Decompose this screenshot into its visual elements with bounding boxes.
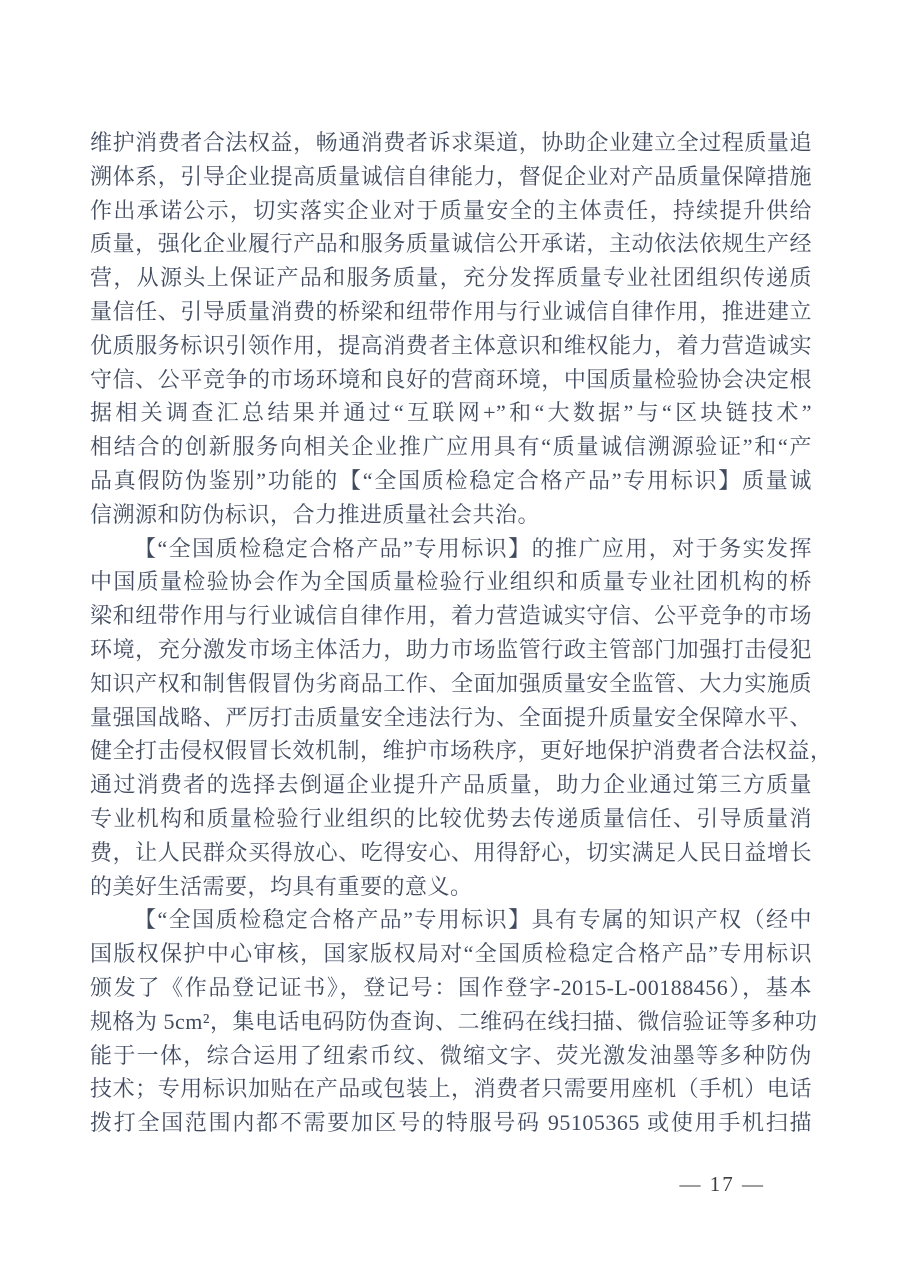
paragraph [90,903,818,1140]
text-line: 费，让人民群众买得放心、吃得安心、用得舒心，切实满足人民日益增长 [90,839,812,865]
text-line: 作出承诺公示，切实落实企业对于质量安全的主体责任，持续提升供给 [90,197,812,223]
text-line: 知识产权和制售假冒伪劣商品工作、全面加强质量安全监管、大力实施质 [90,670,812,696]
paragraph [90,532,833,904]
text-line: 品真假防伪鉴别”功能的【“全国质检稳定合格产品”专用标识】质量诚 [90,467,812,493]
text-line: 能于一体，综合运用了纽索币纹、微缩文字、荧光激发油墨等多种防伪 [90,1042,812,1068]
text-line: 的美好生活需要，均具有重要的意义。 [90,873,473,899]
text-line: 质量，强化企业履行产品和服务质量诚信公开承诺，主动依法依规生产经 [90,231,812,257]
text-line: 通过消费者的选择去倒逼企业提升产品质量，助力企业通过第三方质量 [90,772,812,798]
text-line: 维护消费者合法权益，畅通消费者诉求渠道，协助企业建立全过程质量追 [90,130,812,155]
text-line: 优质服务标识引领作用，提高消费者主体意识和维权能力，着力营造诚实 [90,332,812,358]
body-text-block [90,126,833,1140]
text-line: 中国质量检验协会作为全国质量检验行业组织和质量专业社团机构的桥 [90,569,812,595]
text-line: 【“全国质检稳定合格产品”专用标识】的推广应用，对于务实发挥 [134,535,812,561]
text-line: 颁发了《作品登记证书》，登记号：国作登字-2015-L-00188456），基本 [90,974,812,1000]
text-line: 环境，充分激发市场主体活力，助力市场监管行政主管部门加强打击侵犯 [90,636,812,662]
text-line: 量强国战略、严厉打击质量安全违法行为、全面提升质量安全保障水平、 [90,704,812,730]
page-number-text: — 17 — [679,1172,765,1196]
text-line: 专业机构和质量检验行业组织的比较优势去传递质量信任、引导质量消 [90,805,812,831]
text-line: 守信、公平竞争的市场环境和良好的营商环境，中国质量检验协会决定根 [90,366,812,392]
text-line: 信溯源和防伪标识，合力推进质量社会共治。 [90,501,541,527]
text-line: 【“全国质检稳定合格产品”专用标识】具有专属的知识产权（经中 [134,907,812,933]
text-line: 营，从源头上保证产品和服务质量，充分发挥质量专业社团组织传递质 [90,265,812,291]
text-line: 拨打全国范围内都不需要加区号的特服号码 95105365 或使用手机扫描 [90,1110,812,1136]
text-line: 国版权保护中心审核，国家版权局对“全国质检稳定合格产品”专用标识 [90,941,812,967]
paragraph [90,126,812,532]
text-line: 健全打击侵权假冒长效机制，维护市场秩序，更好地保护消费者合法权益， [90,738,833,764]
text-line: 梁和纽带作用与行业诚信自律作用，着力营造诚实守信、公平竞争的市场 [90,603,812,629]
text-line: 溯体系，引导企业提高质量诚信自律能力，督促企业对产品质量保障措施 [90,163,812,189]
text-line: 技术；专用标识加贴在产品或包装上，消费者只需要用座机（手机）电话 [90,1076,812,1102]
text-line: 规格为 5cm²，集电话电码防伪查询、二维码在线扫描、微信验证等多种功 [90,1008,818,1034]
page-number [680,1170,766,1198]
text-line: 量信任、引导质量消费的桥梁和纽带作用与行业诚信自律作用，推进建立 [90,298,812,324]
text-line: 据相关调查汇总结果并通过“互联网+”和“大数据”与“区块链技术” [90,400,812,426]
text-line: 相结合的创新服务向相关企业推广应用具有“质量诚信溯源验证”和“产 [90,434,812,460]
